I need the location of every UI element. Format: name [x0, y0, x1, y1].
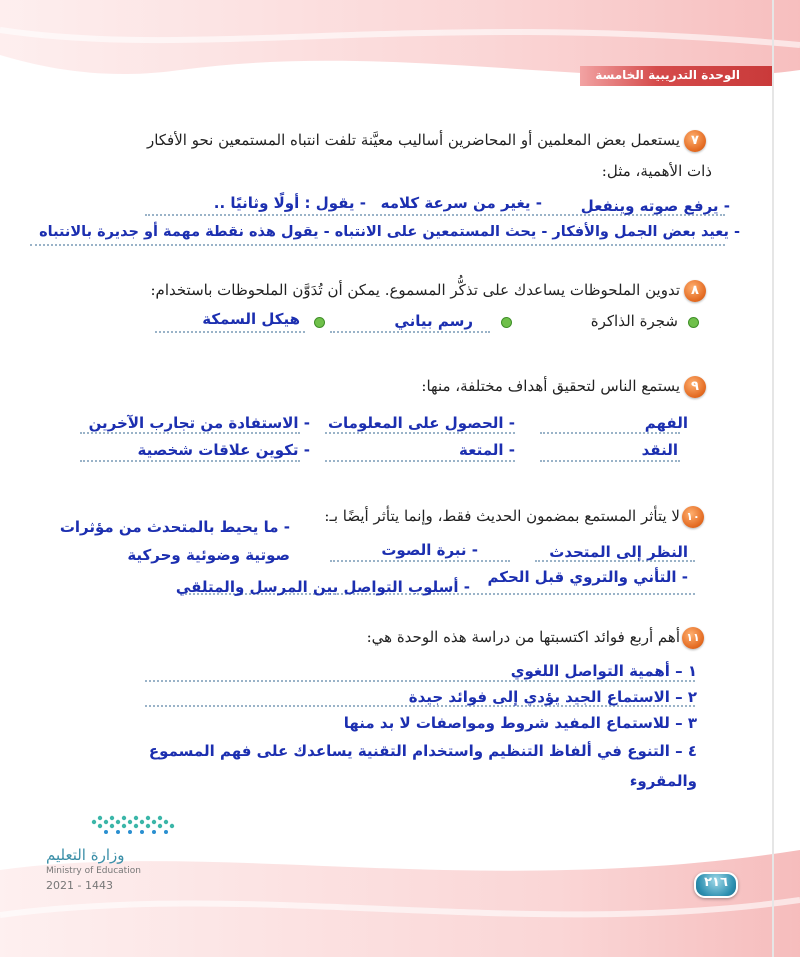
top-wave-decoration	[0, 0, 800, 110]
page-fold-line	[772, 0, 774, 957]
answer-line	[540, 432, 680, 434]
question-10-text: لا يتأثر المستمع بمضمون الحديث فقط، وإنما يتأثر أيضًا بـ:	[324, 507, 680, 525]
edition-year: 2021 - 1443	[46, 879, 113, 892]
q11-answer-1: ١ – أهمية التواصل اللغوي	[510, 662, 697, 680]
q8-answer-3: هيكل السمكة	[202, 310, 300, 328]
q7-answer-3: - يقول : أولًا وثانيًا ..	[213, 194, 366, 212]
q8-option-1: شجرة الذاكرة	[590, 312, 678, 330]
q9-answer-1: الفهم	[644, 414, 688, 432]
answer-line	[325, 432, 515, 434]
answer-line	[330, 560, 510, 562]
ministry-logo-icon	[88, 810, 180, 840]
answer-line	[155, 331, 305, 333]
question-11-badge: ١١	[682, 627, 704, 649]
q11-answer-2: ٢ – الاستماع الجيد يؤدي إلى فوائد جيدة	[408, 688, 697, 706]
page-number: ٢١٦	[704, 875, 728, 890]
question-11-text: أهم أربع فوائد اكتسبتها من دراسة هذه الوحدة هي:	[366, 628, 680, 646]
q10-answer-left-1: - ما يحيط بالمتحدث من مؤثرات	[59, 518, 290, 536]
q7-answer-2: - يغير من سرعة كلامه	[380, 194, 542, 212]
q11-answer-4: ٤ – التنوع في ألفاظ التنظيم واستخدام التقنية يساعدك على فهم المسموع	[148, 742, 697, 760]
q10-answer-mid-1: - نبرة الصوت	[381, 541, 478, 559]
bullet-icon	[501, 317, 512, 328]
answer-line	[325, 460, 515, 462]
question-9-badge: ٩	[684, 376, 706, 398]
bullet-icon	[688, 317, 699, 328]
answer-line	[30, 244, 725, 246]
q9-answer-3: - الاستفادة من تجارب الآخرين	[88, 414, 310, 432]
ministry-name-en: Ministry of Education	[46, 866, 141, 876]
answer-line	[540, 460, 680, 462]
q10-answer-right-1: النظر إلى المتحدث	[549, 543, 688, 561]
question-8-badge: ٨	[684, 280, 706, 302]
q10-answer-mid-2: - أسلوب التواصل بين المرسل والمتلقي	[175, 578, 470, 596]
q10-answer-right-2: - التأني والتروي قبل الحكم	[487, 568, 688, 586]
q11-answer-3: ٣ – للاستماع المفيد شروط ومواصفات لا بد منها	[343, 714, 697, 732]
ministry-name-ar: وزارة التعليم	[46, 846, 125, 864]
unit-title: الوحدة التدريبية الخامسة	[595, 68, 740, 82]
q11-answer-4-cont: والمقروء	[629, 772, 697, 790]
q10-answer-left-2: صوتية وضوئية وحركية	[127, 546, 290, 564]
q8-answer-2: رسم بياني	[394, 312, 473, 330]
question-7-text-cont: ذات الأهمية، مثل:	[601, 162, 712, 180]
bottom-wave-decoration	[0, 820, 800, 957]
question-7-text: يستعمل بعض المعلمين أو المحاضرين أساليب معيَّنة تلفت انتباه المستمعين نحو الأفكار	[146, 131, 680, 149]
bullet-icon	[314, 317, 325, 328]
q9-answer-5: - المتعة	[459, 441, 515, 459]
answer-line	[330, 331, 490, 333]
answer-line	[145, 680, 695, 682]
q9-answer-4: النقد	[641, 441, 678, 459]
q9-answer-6: - تكوين علاقات شخصية	[137, 441, 310, 459]
question-8-text: تدوين الملحوظات يساعدك على تذكُّر المسموع. يمكن أن تُدَوَّن الملحوظات باستخدام:	[150, 281, 680, 299]
question-9-text: يستمع الناس لتحقيق أهداف مختلفة، منها:	[421, 377, 680, 395]
answer-line	[80, 460, 300, 462]
q7-answer-row2: - يعيد بعض الجمل والأفكار - يحث المستمعين على الانتباه - يقول هذه نقطة مهمة أو جديرة بالانتباه	[39, 224, 740, 240]
question-7-badge: ٧	[684, 130, 706, 152]
q9-answer-2: - الحصول على المعلومات	[327, 414, 515, 432]
q7-answer-1: - يرفع صوته وينفعل	[580, 197, 730, 215]
answer-line	[80, 432, 300, 434]
question-10-badge: ١٠	[682, 506, 704, 528]
